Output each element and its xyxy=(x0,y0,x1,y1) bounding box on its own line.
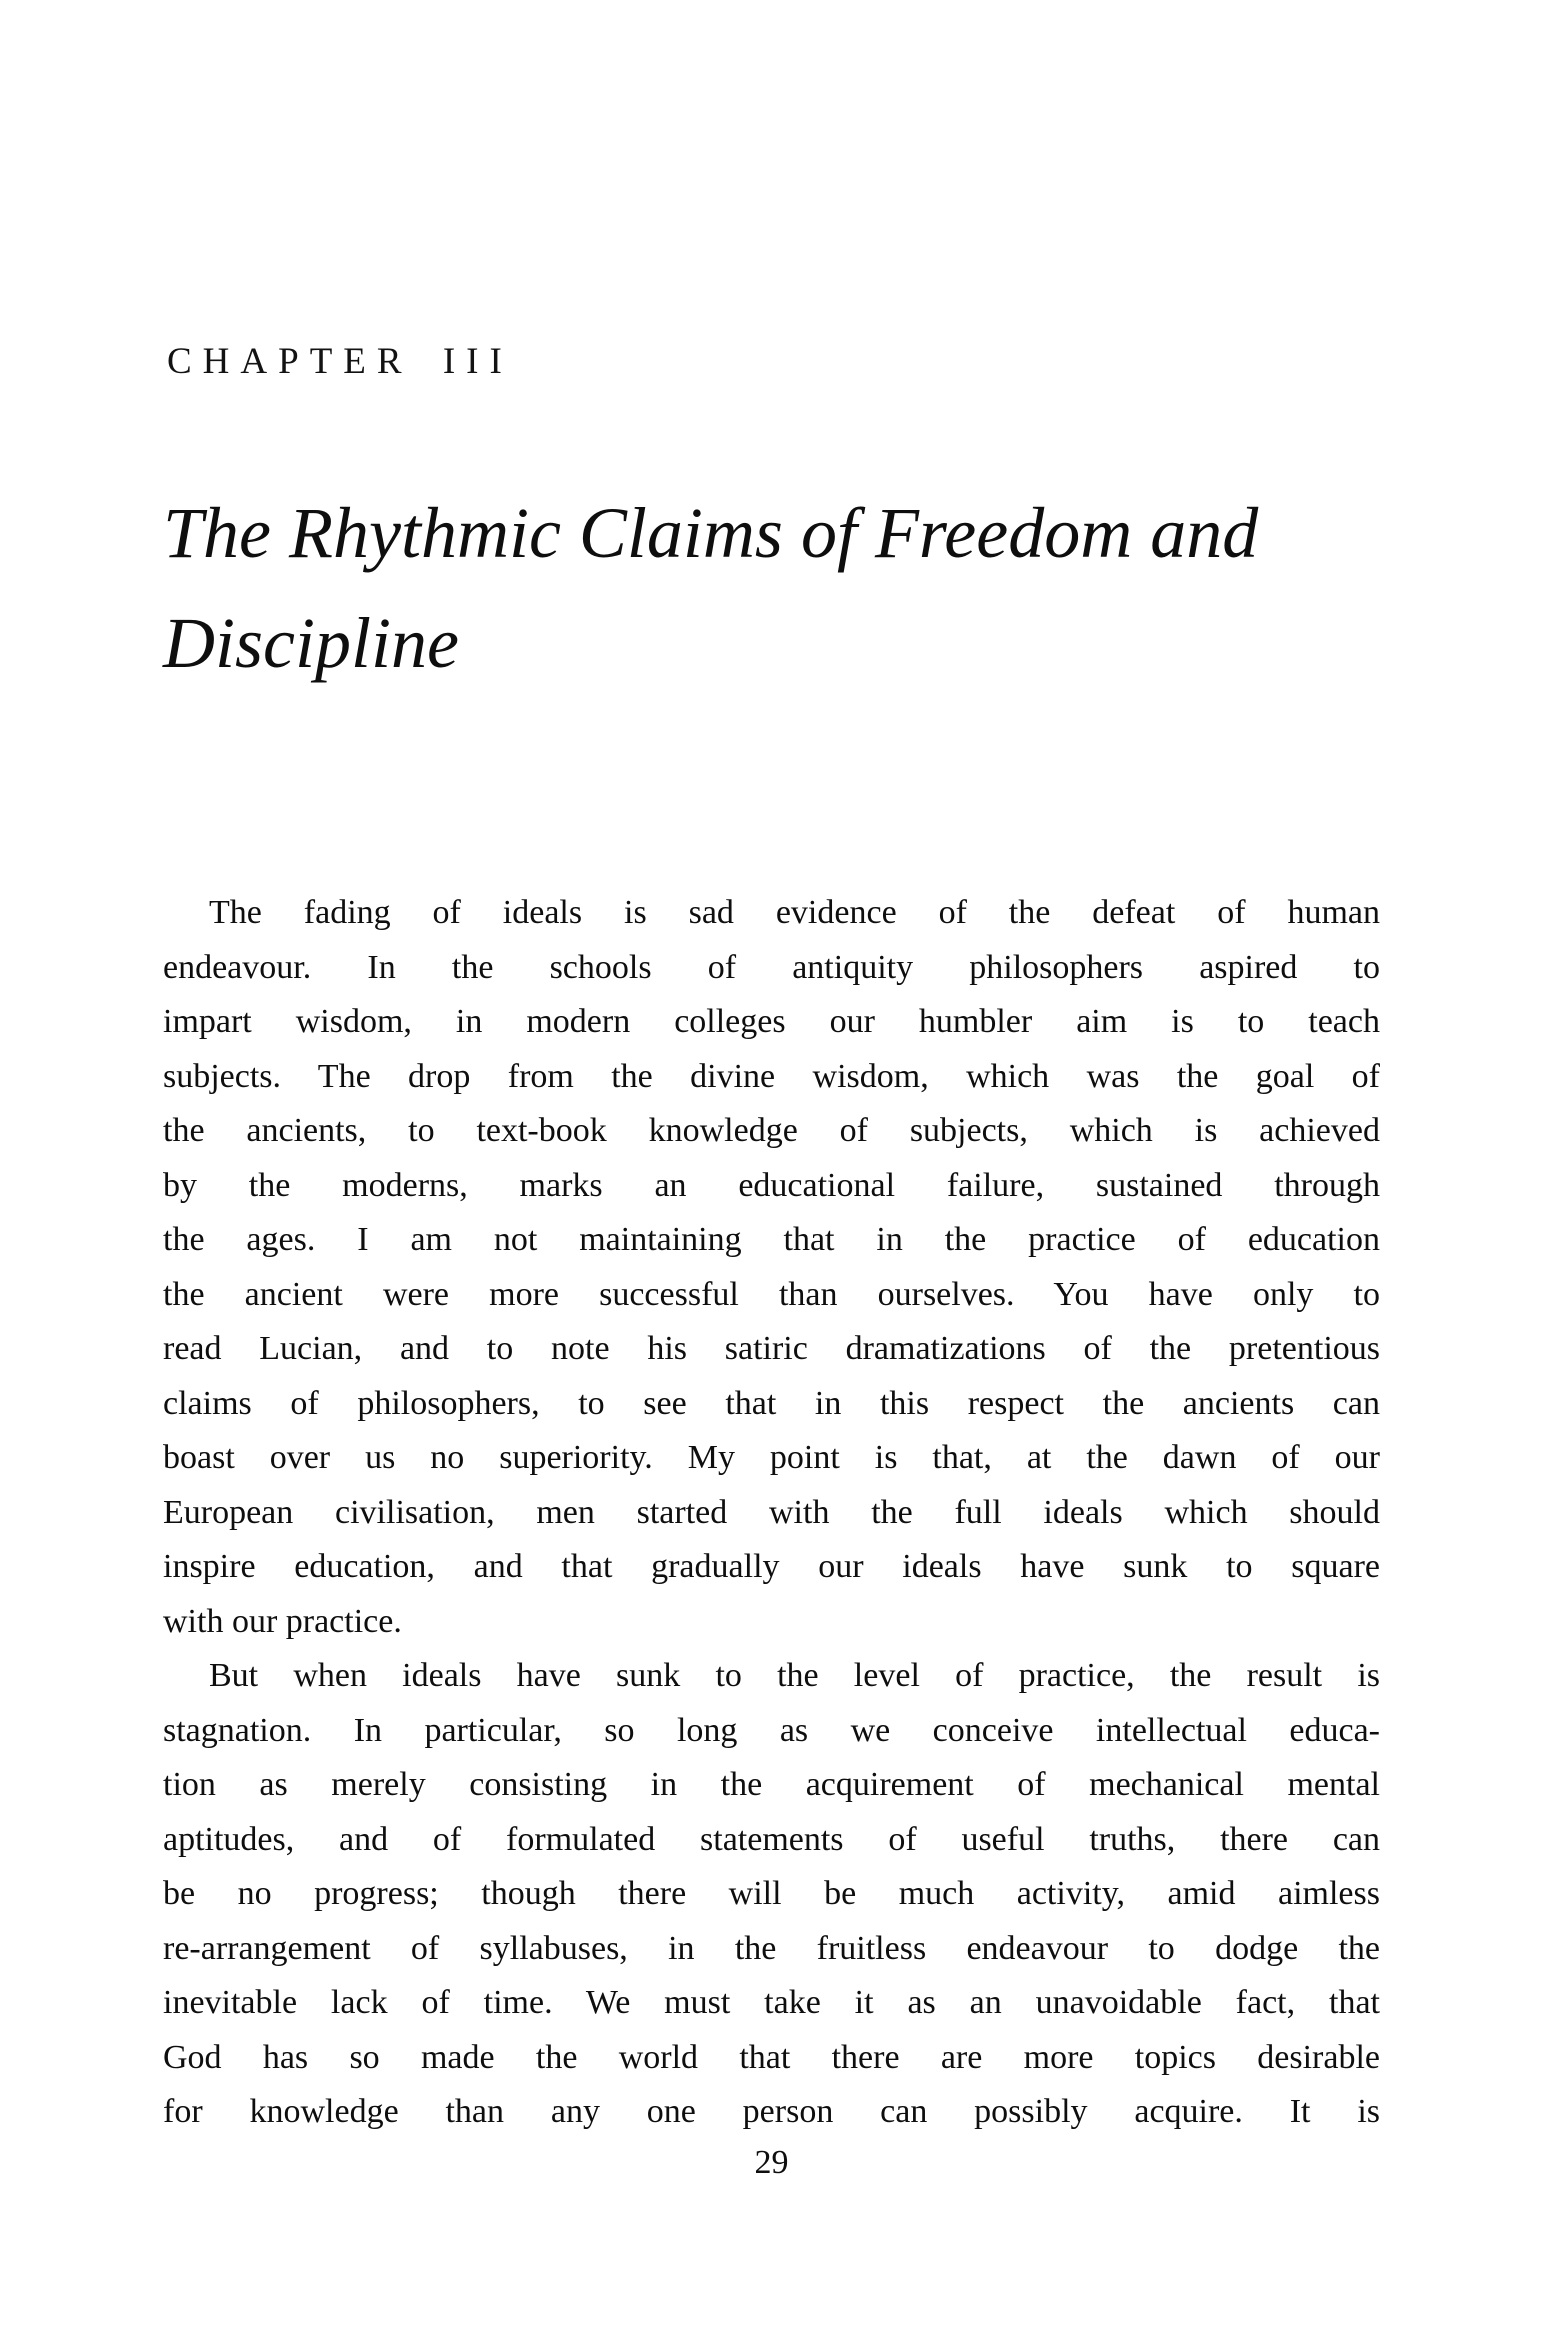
title-line-1: The Rhythmic Claims of Freedom and xyxy=(163,493,1259,573)
text-line: inevitable lack of time. We must take it as an unavoidable fact, that xyxy=(163,1984,1380,2021)
text-line: the ancient were more successful than ourselves. You have only to xyxy=(163,1275,1380,1313)
text-line: be no progress; though there will be much activity, amid aimless xyxy=(163,1875,1380,1912)
text-line: tion as merely consisting in the acquirement of mechanical mental xyxy=(163,1766,1380,1803)
paragraph xyxy=(163,1649,1380,2140)
chapter-label: CHAPTER III xyxy=(167,341,513,382)
text-line: with our practice. xyxy=(163,1602,402,1640)
text-line: the ages. I am not maintaining that in the practice of education xyxy=(163,1221,1380,1258)
text-line: stagnation. In particular, so long as we conceive intellectual educa- xyxy=(163,1711,1380,1749)
title-line-2: Discipline xyxy=(163,603,459,683)
text-line: read Lucian, and to note his satiric dramatizations of the pretentious xyxy=(163,1330,1380,1367)
text-line: endeavour. In the schools of antiquity philosophers aspired to xyxy=(163,948,1380,986)
text-line: The fading of ideals is sad evidence of the defeat of human xyxy=(209,894,1380,931)
text-line: boast over us no superiority. My point is that, at the dawn of our xyxy=(163,1439,1380,1476)
paragraph xyxy=(163,886,1380,1649)
page-title xyxy=(163,478,1403,698)
text-line: by the moderns, marks an educational failure, sustained through xyxy=(163,1166,1380,1204)
text-line: aptitudes, and of formulated statements of useful truths, there can xyxy=(163,1820,1380,1858)
text-line: God has so made the world that there are more topics desirable xyxy=(163,2038,1380,2076)
page-number: 29 xyxy=(754,2144,789,2181)
body-text xyxy=(163,886,1380,2140)
text-line: But when ideals have sunk to the level of practice, the result is xyxy=(209,1657,1380,1694)
text-line: European civilisation, men started with the full ideals which should xyxy=(163,1493,1380,1531)
text-line: claims of philosophers, to see that in this respect the ancients can xyxy=(163,1384,1380,1422)
text-line: subjects. The drop from the divine wisdom, which was the goal of xyxy=(163,1057,1380,1095)
text-line: for knowledge than any one person can possibly acquire. It is xyxy=(163,2093,1380,2130)
text-line: impart wisdom, in modern colleges our humbler aim is to teach xyxy=(163,1003,1380,1040)
text-line: inspire education, and that gradually our ideals have sunk to square xyxy=(163,1548,1380,1585)
text-line: re-arrangement of syllabuses, in the fruitless endeavour to dodge the xyxy=(163,1929,1380,1967)
text-line: the ancients, to text-book knowledge of subjects, which is achieved xyxy=(163,1112,1380,1149)
